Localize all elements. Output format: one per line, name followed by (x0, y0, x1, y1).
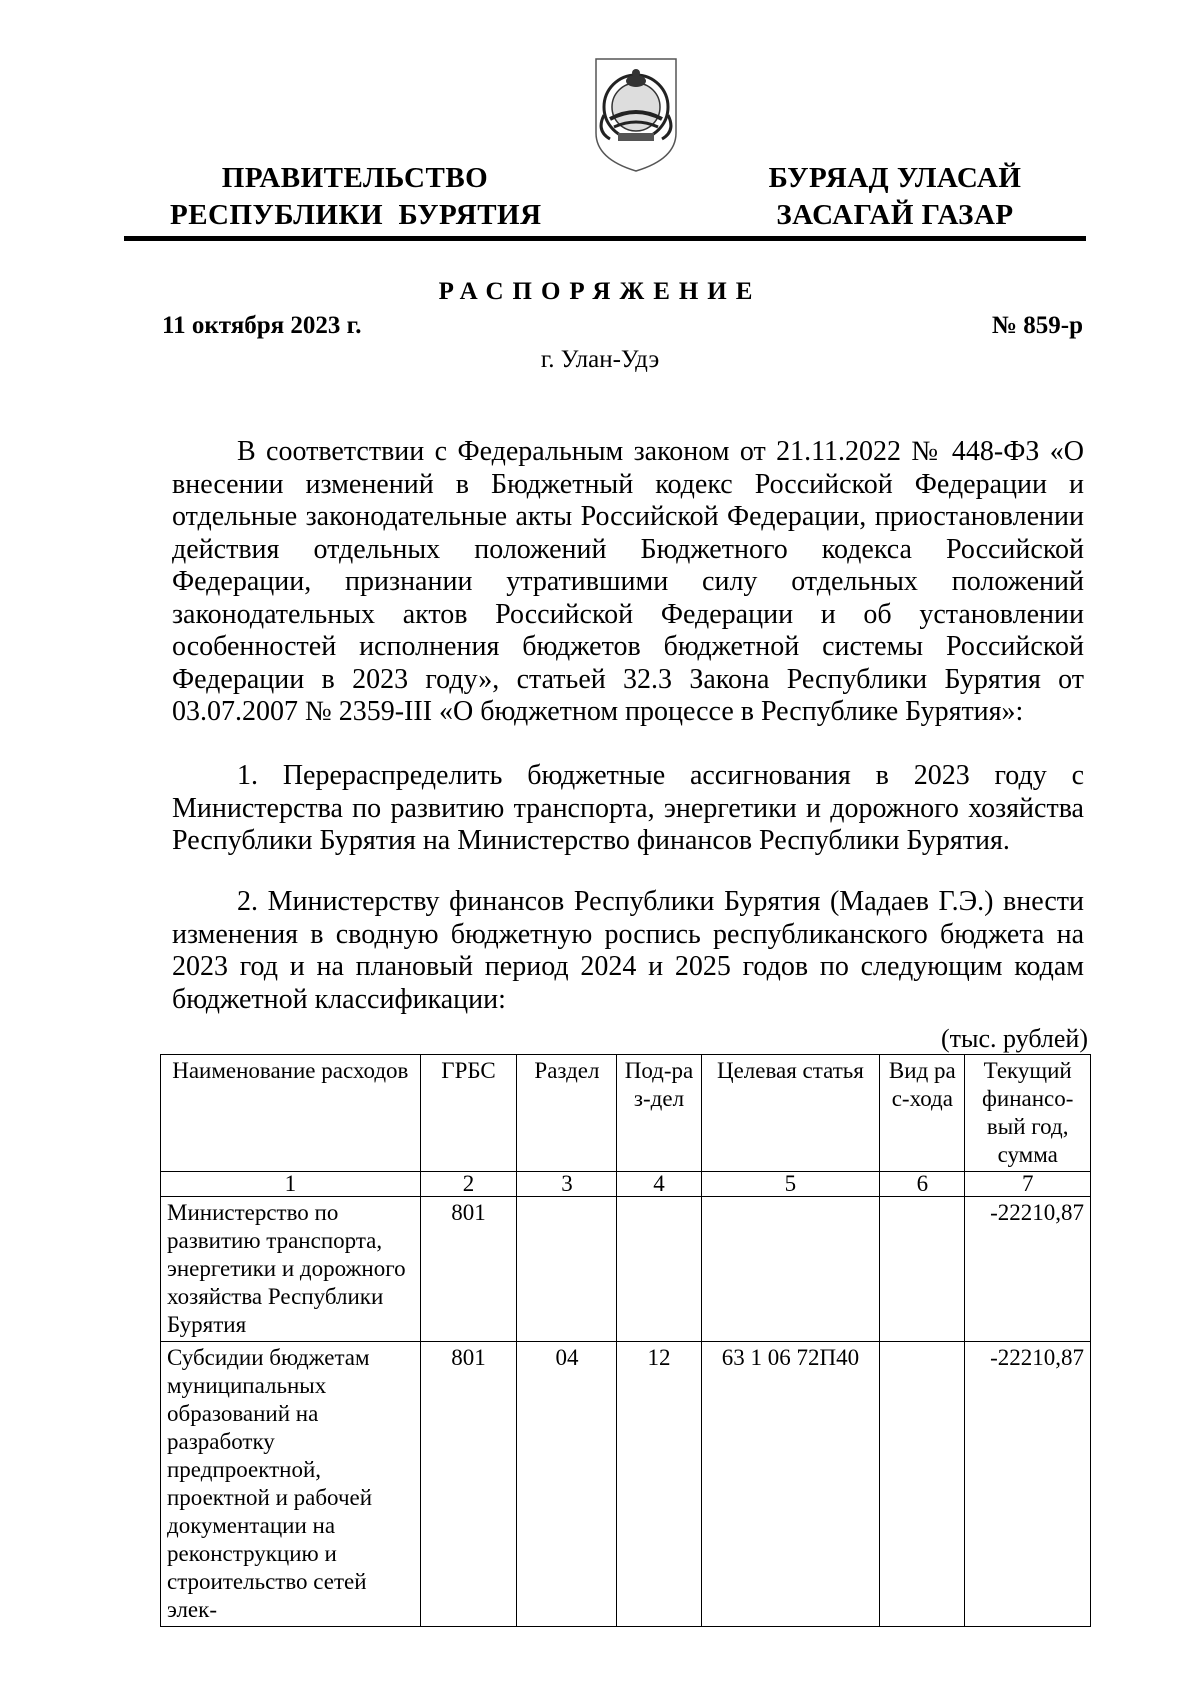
document-title: РАСПОРЯЖЕНИЕ (438, 278, 762, 305)
preamble-paragraph: В соответствии с Федеральным законом от 21.11.2022 № 448-ФЗ «О внесении изменений в Бюджетный кодекс Российской Федерации и отдельные законодательные акты Российской Федерации, приостановлении действия отдельных положений Бюджетного кодекса Российской Федерации, признании утратившими силу отдельных положений законодательных актов Российской Федерации и об установлении особенностей исполнения бюджетов бюджетной системы Российской Федерации в 2023 году», статьей 32.3 Закона Республики Бурятия от 03.07.2007 № 2359-III «О бюджетном процессе в Республике Бурятия»: (172, 436, 1084, 727)
header-cell: Раздел (517, 1055, 617, 1172)
index-cell: 3 (517, 1172, 617, 1197)
grbs-cell: 801 (420, 1197, 517, 1342)
podrazdel-cell (617, 1197, 701, 1342)
org-name-line-1: ПРАВИТЕЛЬСТВО (221, 162, 489, 194)
header-cell: Текущий финансо-вый год, сумма (965, 1055, 1091, 1172)
index-cell: 1 (161, 1172, 421, 1197)
header-cell: Целевая статья (701, 1055, 880, 1172)
sum-cell: -22210,87 (965, 1342, 1091, 1627)
podrazdel-cell: 12 (617, 1342, 701, 1627)
coat-of-arms-emblem (588, 55, 684, 175)
org-name-buryat (740, 160, 1050, 234)
table-unit-label: (тыс. рублей) (940, 1024, 1088, 1053)
clause-1-paragraph: 1. Перераспределить бюджетные ассигнования в 2023 году с Министерства по развитию транспорта, энергетики и дорожного хозяйства Республики Бурятия на Министерство финансов Республики Бурятия. (172, 760, 1084, 856)
sum-cell: -22210,87 (965, 1197, 1091, 1342)
razdel-cell: 04 (517, 1342, 617, 1627)
org-name-buryat-line-2: ЗАСАГАЙ ГАЗАР (776, 199, 1014, 231)
document-date: 11 октября 2023 г. (162, 312, 362, 339)
header-divider (124, 236, 1086, 241)
index-cell: 7 (965, 1172, 1091, 1197)
clause-2-paragraph: 2. Министерству финансов Республики Бурятия (Мадаев Г.Э.) внести изменения в сводную бюджетную роспись республиканского бюджета на 2023 год и на плановый период 2024 и 2025 годов по следующим кодам бюджетной классификации: (172, 886, 1084, 1015)
index-cell: 6 (880, 1172, 965, 1197)
table-index-row (161, 1172, 1091, 1197)
vr-cell (880, 1342, 965, 1627)
header-cell: ГРБС (420, 1055, 517, 1172)
header-cell: Вид рас-хода (880, 1055, 965, 1172)
expense-name-cell: Министерство по развитию транспорта, энергетики и дорожного хозяйства Республики Бурятия (161, 1197, 421, 1342)
index-cell: 4 (617, 1172, 701, 1197)
index-cell: 2 (420, 1172, 517, 1197)
razdel-cell (517, 1197, 617, 1342)
csr-cell: 63 1 06 72П40 (701, 1342, 880, 1627)
csr-cell (701, 1197, 880, 1342)
table-row (161, 1197, 1091, 1342)
table-header-row (161, 1055, 1091, 1172)
org-name-buryat-line-1: БУРЯАД УЛАСАЙ (768, 162, 1022, 194)
table-row (161, 1342, 1091, 1627)
header-cell: Под-раз-дел (617, 1055, 701, 1172)
index-cell: 5 (701, 1172, 880, 1197)
vr-cell (880, 1197, 965, 1342)
org-name-line-2: РЕСПУБЛИКИ БУРЯТИЯ (170, 199, 542, 231)
document-city: г. Улан-Удэ (540, 346, 660, 373)
document-number: № 859-р (991, 312, 1083, 339)
expense-name-cell: Субсидии бюджетам муниципальных образований на разработку предпроектной, проектной и рабочей документации на реконструкцию и строительство сетей элек- (161, 1342, 421, 1627)
header-cell: Наименование расходов (161, 1055, 421, 1172)
grbs-cell: 801 (420, 1342, 517, 1627)
budget-table (160, 1054, 1091, 1627)
org-name-russian (170, 160, 540, 234)
